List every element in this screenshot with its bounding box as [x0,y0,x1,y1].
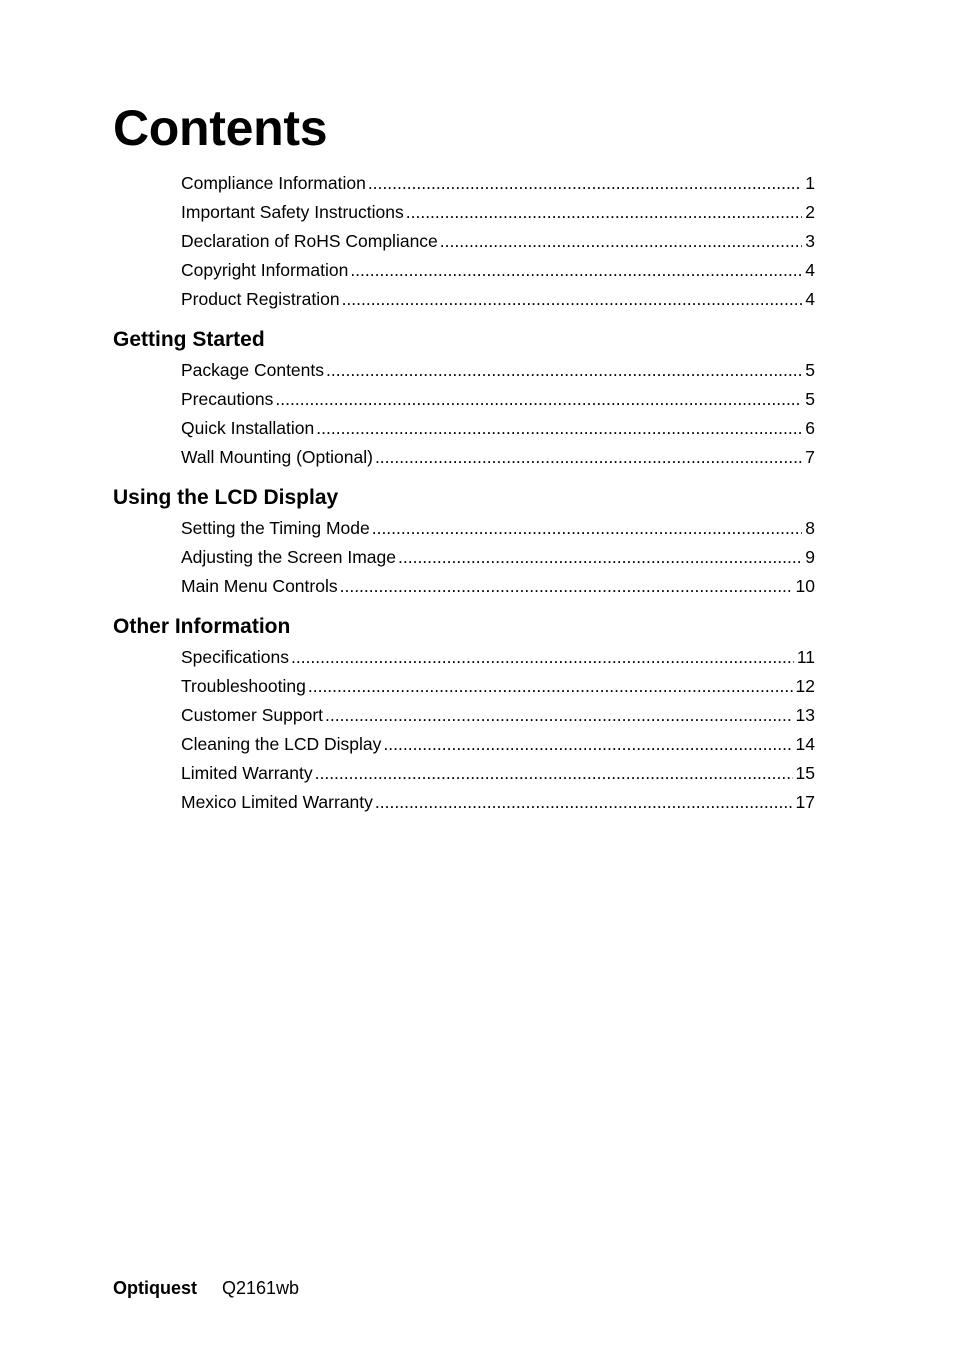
toc-entry-page: 8 [805,518,815,538]
toc-dot-leader [342,285,803,314]
toc-entry[interactable] [181,514,815,543]
toc-entry-page: 17 [795,792,815,812]
toc-entry-page: 12 [795,676,815,696]
toc-dot-leader [350,256,802,285]
toc-entry[interactable] [181,643,815,672]
toc-entry-page: 6 [805,418,815,438]
toc-entry-title: Wall Mounting (Optional) [181,447,373,467]
toc-entry[interactable] [181,285,815,314]
toc-entry[interactable] [181,385,815,414]
toc-entry-page: 10 [795,576,815,596]
toc-entry-page: 7 [805,447,815,467]
toc-dot-leader [325,701,793,730]
toc-dot-leader [315,759,793,788]
toc-entry[interactable] [181,198,815,227]
toc-entry-page: 2 [805,202,815,222]
page-footer [113,1276,299,1300]
toc-dot-leader [406,198,803,227]
toc-entry[interactable] [181,701,815,730]
toc-entry-page: 4 [805,260,815,280]
toc-entry-title: Quick Installation [181,418,315,438]
toc-entry-title: Limited Warranty [181,763,313,783]
toc-entry[interactable] [181,443,815,472]
toc-entry[interactable] [181,543,815,572]
toc-entry-title: Mexico Limited Warranty [181,792,373,812]
toc-dot-leader [308,672,793,701]
toc-entry-title: Main Menu Controls [181,576,338,596]
toc-dot-leader [375,443,802,472]
toc-entry-title: Product Registration [181,289,340,309]
toc-entry-title: Cleaning the LCD Display [181,734,382,754]
toc-entry-title: Package Contents [181,360,325,380]
toc-dot-leader [440,227,802,256]
toc-dot-leader [326,356,802,385]
toc-entry[interactable] [181,572,815,601]
toc-entry[interactable] [181,788,815,817]
toc-section-getting-started [113,325,815,472]
section-heading[interactable]: Using the LCD Display [113,486,339,509]
table-of-contents [113,169,815,817]
toc-entry-title: Important Safety Instructions [181,202,404,222]
toc-entry-page: 14 [795,734,815,754]
footer-brand: Optiquest [113,1278,197,1298]
toc-section-using-lcd-display [113,483,815,601]
toc-entry-page: 9 [805,547,815,567]
toc-entry-title: Adjusting the Screen Image [181,547,396,567]
toc-entry[interactable] [181,356,815,385]
toc-entry-page: 13 [795,705,815,725]
toc-dot-leader [383,730,792,759]
toc-entry-title: Specifications [181,647,289,667]
toc-entry-title: Troubleshooting [181,676,306,696]
toc-entry-page: 1 [805,173,815,193]
section-heading[interactable]: Other Information [113,615,291,638]
toc-dot-leader [316,414,802,443]
toc-dot-leader [398,543,802,572]
toc-dot-leader [368,169,802,198]
toc-intro-group [113,169,815,314]
toc-entry[interactable] [181,672,815,701]
toc-entry[interactable] [181,730,815,759]
toc-entry[interactable] [181,227,815,256]
toc-dot-leader [291,643,794,672]
toc-entry-title: Setting the Timing Mode [181,518,370,538]
toc-entry-page: 11 [796,647,815,667]
toc-entry-page: 15 [795,763,815,783]
footer-model: Q2161wb [222,1278,300,1298]
section-heading[interactable]: Getting Started [113,328,265,351]
page-title: Contents [113,100,328,156]
toc-entry[interactable] [181,414,815,443]
toc-dot-leader [372,514,803,543]
toc-entry-title: Customer Support [181,705,324,725]
toc-entry-title: Compliance Information [181,173,366,193]
toc-dot-leader [275,385,802,414]
toc-dot-leader [375,788,793,817]
toc-entry[interactable] [181,256,815,285]
toc-entry-page: 5 [805,360,815,380]
toc-entry-page: 4 [805,289,815,309]
toc-entry-page: 3 [805,231,815,251]
toc-entry[interactable] [181,169,815,198]
toc-entry-title: Declaration of RoHS Compliance [181,231,438,251]
toc-entry-page: 5 [805,389,815,409]
toc-dot-leader [340,572,793,601]
toc-section-other-information [113,612,815,817]
toc-entry-title: Copyright Information [181,260,349,280]
toc-entry[interactable] [181,759,815,788]
toc-entry-title: Precautions [181,389,274,409]
